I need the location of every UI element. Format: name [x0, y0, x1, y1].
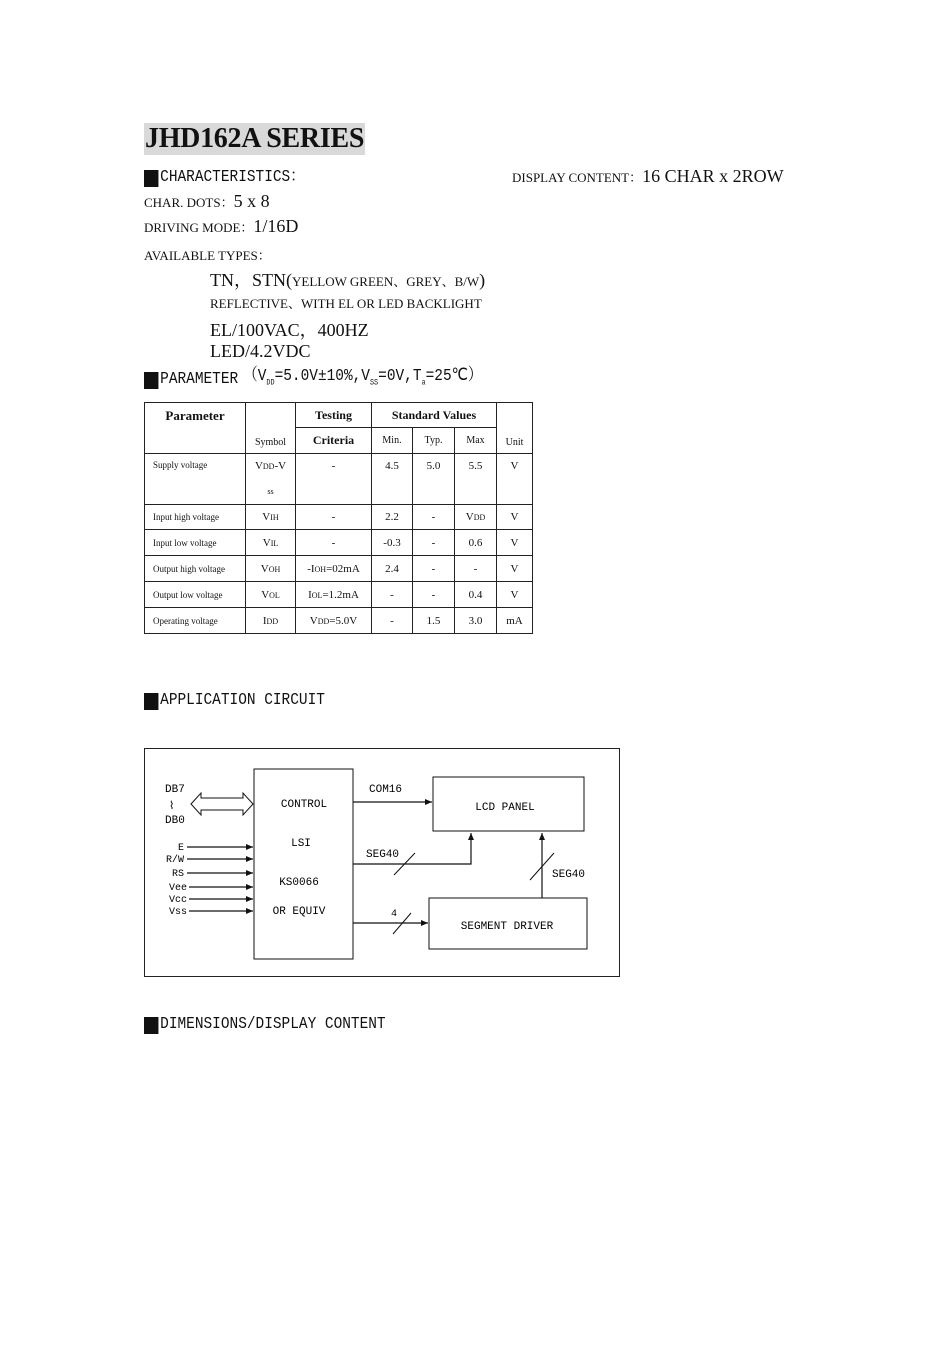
- header-typ: Typ.: [413, 428, 455, 454]
- segment-driver-label: SEGMENT DRIVER: [460, 921, 554, 933]
- param-name: Output high voltage: [145, 556, 246, 582]
- types-line-2: REFLECTIVE、WITH EL OR LED BACKLIGHT: [210, 296, 482, 311]
- param-unit: V: [497, 505, 533, 530]
- label-com16: COM16: [369, 784, 403, 796]
- param-name: Input high voltage: [145, 505, 246, 530]
- sym-sub: ss: [267, 487, 274, 496]
- cond-sub: DD: [266, 378, 275, 388]
- param-typ: 1.5: [413, 608, 455, 634]
- driving-mode-label: DRIVING MODE：: [144, 220, 254, 235]
- param-max: 3.0: [455, 608, 497, 634]
- control-line-1: CONTROL: [280, 799, 328, 811]
- sym: V: [262, 536, 271, 549]
- lcd-panel-label: LCD PANEL: [475, 802, 535, 814]
- pin-vss: Vss: [168, 907, 187, 918]
- circuit-svg: [145, 749, 619, 976]
- param-min: -0.3: [372, 530, 413, 556]
- table-row: [145, 556, 533, 582]
- types-line-1: [210, 266, 485, 292]
- param-criteria: [296, 556, 372, 582]
- sym-sub: OL: [269, 590, 280, 600]
- types-line-4: LED/4.2VDC: [210, 341, 311, 361]
- param-min: 2.4: [372, 556, 413, 582]
- param-typ: -: [413, 530, 455, 556]
- param-min: 4.5: [372, 454, 413, 505]
- sym: I: [262, 614, 267, 627]
- cond-sub: SS: [369, 378, 379, 388]
- param-unit: V: [497, 556, 533, 582]
- sym-sub: DD: [262, 462, 275, 471]
- param-criteria: -: [296, 454, 372, 505]
- param-criteria: [296, 608, 372, 634]
- param-typ: -: [413, 505, 455, 530]
- types-line-1-colors: YELLOW GREEN、GREY、B/W: [292, 274, 480, 289]
- sym-sub: IH: [270, 513, 279, 522]
- char-dots-label: CHAR. DOTS：: [144, 195, 234, 210]
- header-symbol: Symbol: [246, 403, 296, 454]
- char-dots: [144, 191, 270, 212]
- parameter-table: [144, 402, 533, 634]
- label-seg40-left: SEG40: [366, 849, 400, 861]
- cond-part: =5.0V±10%,V: [274, 367, 370, 386]
- param-symbol: [246, 530, 296, 556]
- parameter-heading-text: PARAMETER: [160, 370, 239, 390]
- param-typ: -: [413, 582, 455, 608]
- sym: V: [261, 588, 270, 601]
- param-symbol: [246, 582, 296, 608]
- control-line-3: KS0066: [279, 877, 319, 889]
- label-tilde: ⌇: [169, 801, 175, 813]
- param-name: Input low voltage: [145, 530, 246, 556]
- crit: =02mA: [326, 562, 360, 575]
- param-max: -: [455, 556, 497, 582]
- crit-sub: OH: [314, 564, 327, 574]
- param-typ: -: [413, 556, 455, 582]
- header-max: Max: [455, 428, 497, 454]
- sym-sub: DD: [266, 616, 279, 626]
- section-bullet-icon: [144, 1017, 158, 1034]
- cond-part: =0V,T: [378, 367, 422, 386]
- data-bus-arrow-icon: [191, 793, 253, 815]
- pin-arrows: [187, 847, 253, 911]
- dimensions-heading: [144, 1015, 386, 1035]
- table-row: [145, 530, 533, 556]
- header-testing: Testing: [296, 403, 372, 428]
- max-sub: DD: [473, 513, 486, 522]
- sym-sub: OH: [268, 564, 281, 574]
- param-symbol: [246, 454, 296, 505]
- display-content-label: DISPLAY CONTENT：: [512, 170, 643, 185]
- pin-rw: R/W: [165, 855, 184, 866]
- sym: V: [254, 460, 263, 472]
- header-unit: Unit: [497, 403, 533, 454]
- pin-e: E: [177, 843, 184, 854]
- characteristics-heading-text: CHARACTERISTICS：: [160, 168, 305, 187]
- crit: =1.2mA: [322, 588, 359, 601]
- param-min: 2.2: [372, 505, 413, 530]
- crit-sub: DD: [317, 616, 330, 626]
- section-bullet-icon: [144, 372, 158, 389]
- param-name: Operating voltage: [145, 608, 246, 634]
- crit: -I: [307, 562, 315, 575]
- cond-part: =25℃）: [425, 367, 483, 386]
- cond-part: （V: [243, 367, 267, 386]
- param-typ: 5.0: [413, 454, 455, 505]
- param-unit: mA: [497, 608, 533, 634]
- table-row: [145, 505, 533, 530]
- crit: V: [309, 614, 318, 627]
- control-lsi-box: [254, 769, 353, 959]
- param-symbol: [246, 608, 296, 634]
- types-line-3: EL/100VAC，400HZ: [210, 320, 369, 340]
- param-unit: V: [497, 530, 533, 556]
- application-heading-text: APPLICATION CIRCUIT: [160, 691, 325, 710]
- application-circuit-diagram: [144, 748, 620, 977]
- driving-mode: [144, 216, 298, 237]
- pin-vcc: Vcc: [168, 895, 187, 906]
- label-db7: DB7: [165, 784, 185, 796]
- section-bullet-icon: [144, 693, 158, 710]
- pin-vee: Vee: [168, 883, 187, 894]
- label-bus-4: 4: [391, 909, 398, 920]
- table-row: [145, 608, 533, 634]
- param-max: 0.6: [455, 530, 497, 556]
- param-min: -: [372, 608, 413, 634]
- crit: I: [308, 588, 312, 601]
- pin-rs: RS: [171, 869, 184, 880]
- param-max: 0.4: [455, 582, 497, 608]
- table-row: [145, 454, 533, 505]
- control-line-2: LSI: [291, 838, 311, 850]
- crit-sub: OL: [311, 590, 323, 600]
- dimensions-heading-text: DIMENSIONS/DISPLAY CONTENT: [160, 1015, 386, 1034]
- application-heading: [144, 691, 325, 711]
- sym-sub: IL: [270, 538, 279, 548]
- types-line-1-end: ): [479, 270, 486, 290]
- page-title: JHD162A SERIES: [145, 123, 365, 154]
- parameter-conditions: [243, 367, 482, 393]
- available-types-label: AVAILABLE TYPES：: [144, 248, 271, 263]
- char-dots-value: 5 x 8: [233, 191, 270, 211]
- display-content-value: 16 CHAR x 2ROW: [642, 166, 784, 186]
- display-content: [512, 166, 784, 187]
- header-criteria: Criteria: [296, 428, 372, 454]
- param-name: Output low voltage: [145, 582, 246, 608]
- header-min: Min.: [372, 428, 413, 454]
- cond-sub: a: [421, 378, 426, 388]
- param-criteria: [296, 582, 372, 608]
- label-seg40-right: SEG40: [552, 869, 586, 881]
- crit: =5.0V: [329, 614, 358, 627]
- param-min: -: [372, 582, 413, 608]
- label-db0: DB0: [165, 815, 185, 827]
- param-unit: V: [497, 582, 533, 608]
- control-line-4: OR EQUIV: [272, 906, 326, 918]
- parameter-heading: [144, 367, 482, 393]
- table-row: [145, 582, 533, 608]
- driving-mode-value: 1/16D: [253, 216, 299, 236]
- param-criteria: -: [296, 530, 372, 556]
- types-line-1-main: TN，STN(: [210, 270, 292, 290]
- header-standard-values: Standard Values: [372, 403, 497, 428]
- param-max: 5.5: [455, 454, 497, 505]
- sym: -V: [274, 460, 287, 472]
- sym: V: [260, 562, 269, 575]
- param-symbol: [246, 556, 296, 582]
- section-bullet-icon: [144, 170, 158, 187]
- characteristics-heading: [144, 168, 305, 188]
- header-parameter: Parameter: [145, 403, 246, 454]
- param-symbol: [246, 505, 296, 530]
- sym: V: [262, 511, 271, 523]
- param-max: [455, 505, 497, 530]
- param-name: Supply voltage: [145, 454, 246, 505]
- max: V: [465, 511, 474, 523]
- param-unit: V: [497, 454, 533, 505]
- param-criteria: -: [296, 505, 372, 530]
